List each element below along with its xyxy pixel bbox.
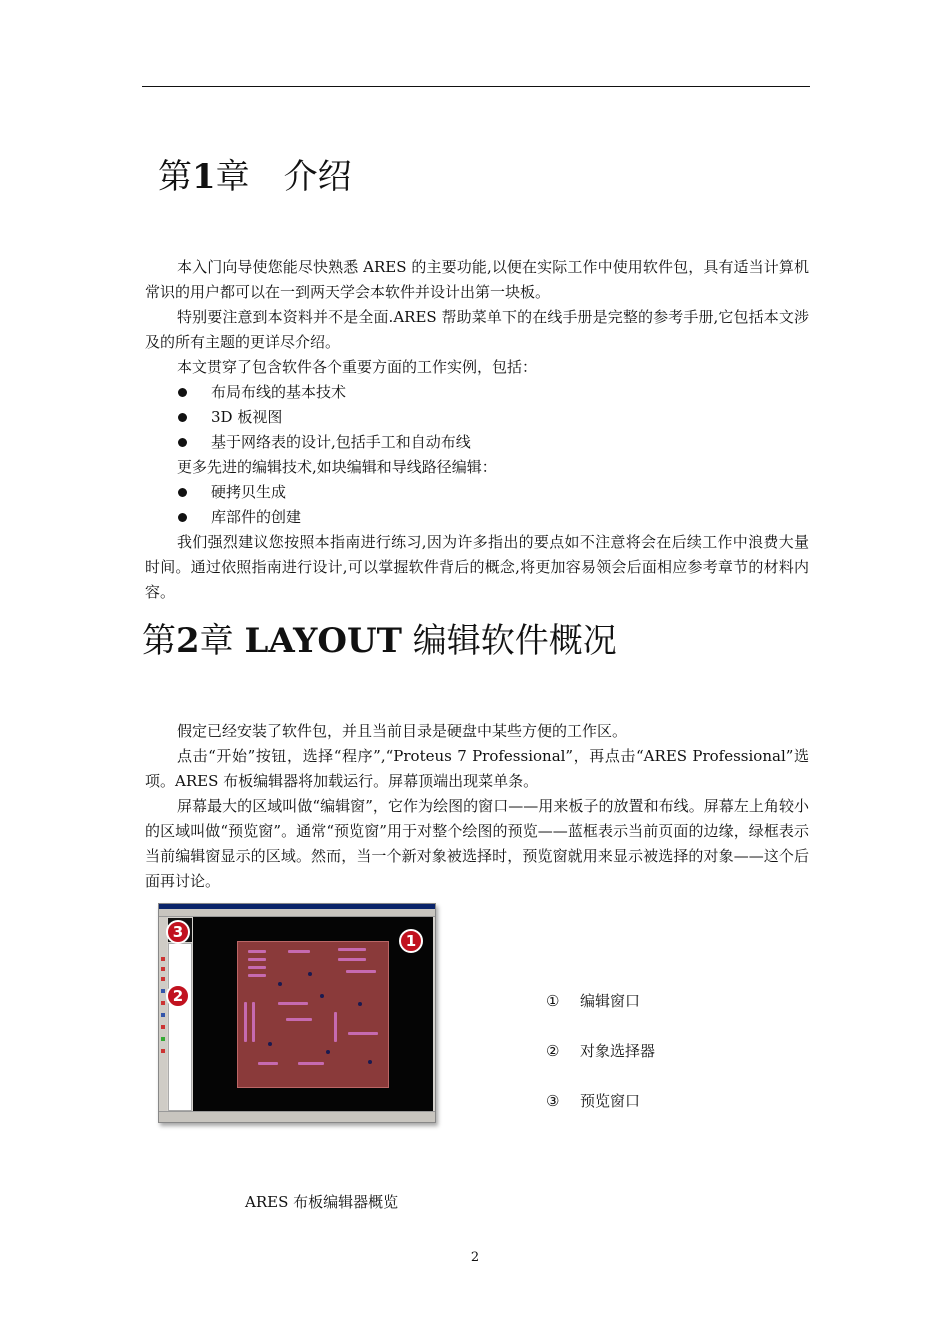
ares-screenshot <box>158 903 436 1123</box>
callout-object-selector: 2 <box>166 984 190 1008</box>
screenshot-left-toolbar <box>159 917 167 1112</box>
legend-item-edit-window <box>546 991 640 1011</box>
chapter-2-heading <box>142 621 617 661</box>
legend-number: ① <box>546 992 560 1010</box>
list-item <box>178 505 301 530</box>
legend-item-object-selector <box>546 1041 655 1061</box>
chapter-1-suffix: 章 介绍 <box>215 157 352 197</box>
legend-label: 对象选择器 <box>580 1042 656 1060</box>
bullet-dot-icon <box>178 438 187 447</box>
chapter-1-heading <box>158 157 352 197</box>
launch-paragraph: 点击“开始”按钮，选择“程序”,“Proteus 7 Professional”，再点击“ARES Professional”选项。ARES 布板编辑器将加载运行。屏幕顶端出现菜单条。 <box>145 747 809 790</box>
legend-label: 编辑窗口 <box>580 992 641 1010</box>
list-item-text: 布局布线的基本技术 <box>211 383 347 401</box>
screenshot-toolbar <box>159 909 435 917</box>
list-item <box>178 480 286 505</box>
note-paragraph: 特别要注意到本资料并不是全面.ARES 帮助菜单下的在线手册是完整的参考手册,它包括本文涉及的所有主题的更详尽介绍。 <box>145 308 809 351</box>
chapter-2-bold-word: LAYOUT <box>244 621 402 661</box>
chapter-2-mid: 章 <box>199 621 245 661</box>
callout-preview-window: 3 <box>166 920 190 944</box>
list-item-text: 库部件的创建 <box>211 508 302 526</box>
chapter-2-prefix: 第 <box>142 621 176 661</box>
legend-number: ③ <box>546 1092 560 1110</box>
chapter-1-number: 1 <box>192 157 216 197</box>
chapter-2-suffix: 编辑软件概况 <box>401 621 617 661</box>
advanced-line: 更多先进的编辑技术,如块编辑和导线路径编辑： <box>177 458 497 476</box>
list-item-text: 3D 板视图 <box>211 408 283 426</box>
chapter-2-number: 2 <box>176 621 200 661</box>
install-paragraph: 假定已经安装了软件包，并且当前目录是硬盘中某些方便的工作区。 <box>177 722 628 740</box>
figure-caption: ARES 布板编辑器概览 <box>245 1193 399 1211</box>
list-item-text: 硬拷贝生成 <box>211 483 287 501</box>
list-item <box>178 380 346 405</box>
list-item <box>178 430 471 455</box>
pcb-board <box>237 941 389 1088</box>
bullet-dot-icon <box>178 513 187 522</box>
list-item-text: 基于网络表的设计,包括手工和自动布线 <box>211 433 471 451</box>
screenshot-object-selector <box>168 943 192 1111</box>
screenshot-statusbar <box>159 1111 435 1123</box>
screenshot-edit-window <box>193 917 433 1111</box>
bullet-dot-icon <box>178 413 187 422</box>
intro-paragraph: 本入门向导使您能尽快熟悉 ARES 的主要功能,以便在实际工作中使用软件包，具有适当计算机常识的用户都可以在一到两天学会本软件并设计出第一块板。 <box>145 258 809 301</box>
page-number: 2 <box>470 1250 480 1265</box>
list-item <box>178 405 282 430</box>
legend-label: 预览窗口 <box>580 1092 641 1110</box>
windows-paragraph: 屏幕最大的区域叫做“编辑窗”，它作为绘图的窗口——用来板子的放置和布线。屏幕左上角较小的区域叫做“预览窗”。通常“预览窗”用于对整个绘图的预览——蓝框表示当前页面的边缘，绿框表示当前编辑窗显示的区域。然而，当一个新对象被选择时，预览窗就用来显示被选择的对象——这个后面再讨论。 <box>145 797 809 890</box>
header-rule <box>142 86 810 87</box>
callout-edit-window: 1 <box>399 929 423 953</box>
legend-number: ② <box>546 1042 560 1060</box>
bullet-dot-icon <box>178 388 187 397</box>
bullet-dot-icon <box>178 488 187 497</box>
legend-item-preview-window <box>546 1091 640 1111</box>
examples-intro: 本文贯穿了包含软件各个重要方面的工作实例，包括： <box>177 358 538 376</box>
chapter-1-prefix: 第 <box>158 157 192 197</box>
closing-paragraph: 我们强烈建议您按照本指南进行练习,因为许多指出的要点如不注意将会在后续工作中浪费大量时间。通过依照指南进行设计,可以掌握软件背后的概念,将更加容易领会后面相应参考章节的材料内容。 <box>145 533 809 601</box>
